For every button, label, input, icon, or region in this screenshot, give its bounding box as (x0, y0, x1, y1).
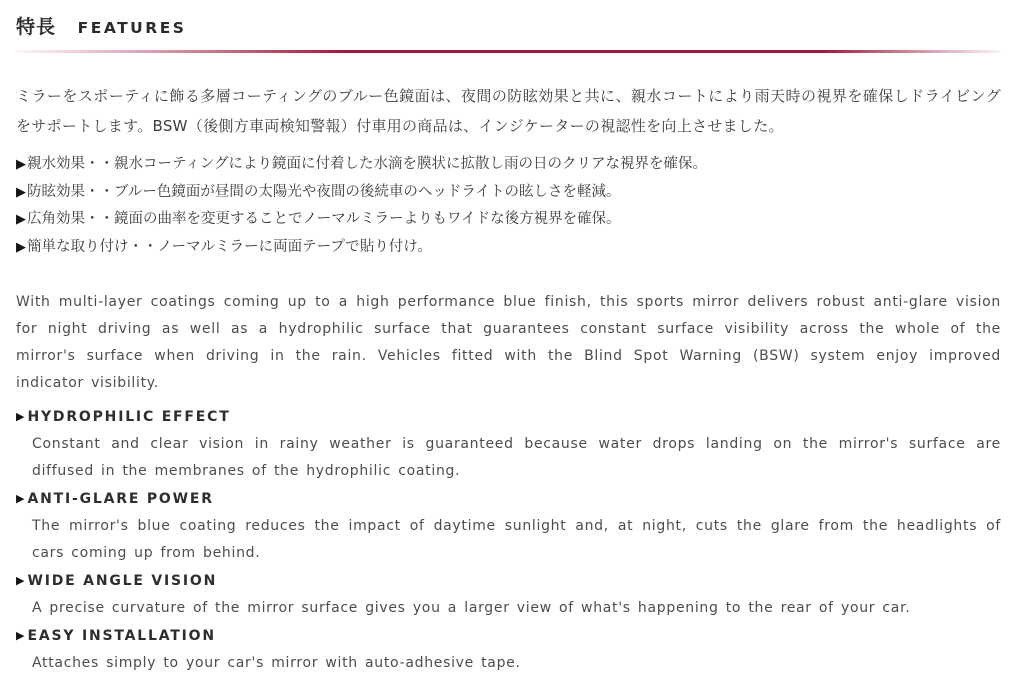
feature-body-en: The mirror's blue coating reduces the impact of daytime sunlight and, at night, cuts the glare from the headlights of cars coming up from behind. (32, 518, 1001, 561)
intro-paragraph-ja: ミラーをスポーティに飾る多層コーティングのブルー色鏡面は、夜間の防眩効果と共に、親水コートにより雨天時の視界を確保しドライビングをサポートします。BSW（後側方車両検知警報）付車用の商品は、インジケーターの視認性を向上させました。 (16, 87, 1001, 135)
feature-heading-en (16, 622, 1001, 650)
triangle-bullet-icon: ▶ (16, 157, 26, 172)
triangle-bullet-icon: ▶ (16, 574, 25, 587)
feature-list-en (16, 403, 1001, 677)
section-title-en: FEATURES (77, 19, 187, 37)
list-item (16, 567, 1001, 622)
list-item (16, 485, 1001, 567)
list-item (16, 622, 1001, 677)
feature-body-en: Constant and clear vision in rainy weather is guaranteed because water drops landing on the mirror's surface are diffused in the membranes of the hydrophilic coating. (32, 436, 1001, 479)
feature-title-en: WIDE ANGLE VISION (27, 573, 218, 589)
feature-body-en: Attaches simply to your car's mirror with auto-adhesive tape. (32, 655, 521, 671)
feature-title-en: EASY INSTALLATION (27, 628, 216, 644)
intro-paragraph-en: With multi-layer coatings coming up to a high performance blue finish, this sports mirror delivers robust anti-glare vision for night driving as well as a hydrophilic surface that guarantees constant surface visibility across the whole of the mirror's surface when driving in the rain. Vehicles fitted with the Blind Spot Warning (BSW) system enjoy improved indicator visibility. (16, 294, 1001, 391)
triangle-bullet-icon: ▶ (16, 410, 25, 423)
feature-title-en: HYDROPHILIC EFFECT (27, 409, 231, 425)
triangle-bullet-icon: ▶ (16, 212, 26, 227)
list-item (16, 234, 1001, 262)
feature-heading-en (16, 567, 1001, 595)
feature-text-ja: 広角効果・・鏡面の曲率を変更することでノーマルミラーよりもワイドな後方視界を確保。 (27, 211, 621, 227)
feature-text-ja: 防眩効果・・ブルー色鏡面が昼間の太陽光や夜間の後続車のヘッドライトの眩しさを軽減。 (27, 183, 621, 200)
page-title (16, 14, 1001, 41)
list-item (16, 206, 1001, 234)
section-title-ja: 特長 (16, 16, 57, 38)
feature-list-ja (16, 151, 1001, 261)
list-item (16, 151, 1001, 179)
feature-title-en: ANTI-GLARE POWER (27, 491, 214, 507)
feature-text-ja: 親水効果・・親水コーティングにより鏡面に付着した水滴を膜状に拡散し雨の日のクリアな視界を確保。 (27, 156, 708, 172)
feature-heading-en (16, 485, 1001, 513)
feature-heading-en (16, 403, 1001, 431)
list-item (16, 403, 1001, 485)
triangle-bullet-icon: ▶ (16, 629, 25, 642)
triangle-bullet-icon: ▶ (16, 184, 26, 200)
triangle-bullet-icon: ▶ (16, 239, 26, 255)
accent-divider (16, 50, 1001, 53)
section-header (16, 14, 1001, 53)
feature-body-en: A precise curvature of the mirror surface gives you a larger view of what's happening to the rear of your car. (32, 600, 911, 616)
triangle-bullet-icon: ▶ (16, 492, 25, 505)
feature-text-ja: 簡単な取り付け・・ノーマルミラーに両面テープで貼り付け。 (27, 238, 432, 255)
list-item (16, 179, 1001, 207)
